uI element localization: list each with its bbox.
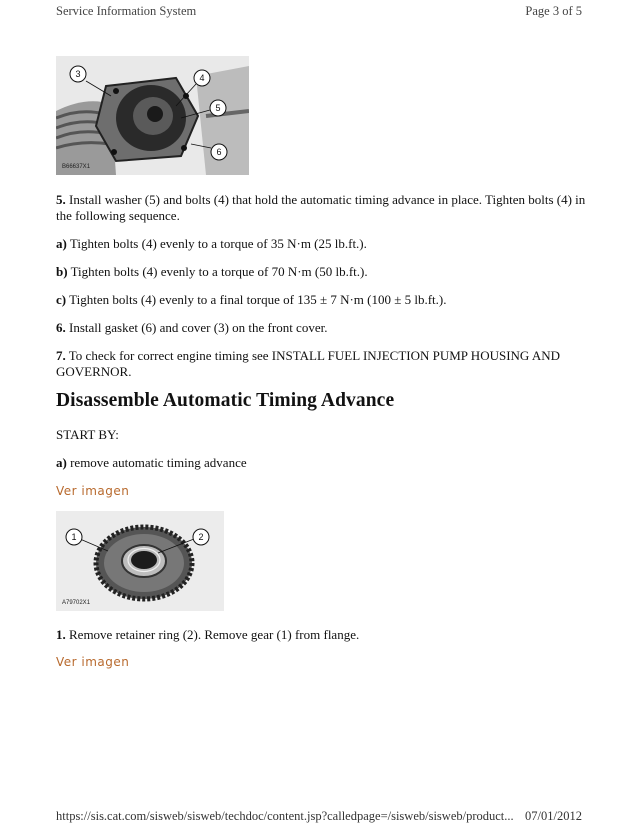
step-text: Tighten bolts (4) evenly to a final torque of 135 ± 7 N·m (100 ± 5 lb.ft.).	[66, 292, 447, 307]
callout-2: 2	[198, 532, 204, 542]
step-label: 5.	[56, 192, 66, 207]
view-image-link-2[interactable]: Ver imagen	[56, 655, 130, 669]
start-by: START BY:	[56, 427, 119, 442]
step-text: remove automatic timing advance	[66, 455, 247, 470]
callout-3: 3	[75, 69, 81, 79]
view-image-link-1[interactable]: Ver imagen	[56, 484, 130, 498]
step-5	[56, 192, 588, 224]
step-6	[56, 320, 588, 336]
timing-advance-figure	[56, 56, 249, 175]
step-label: a)	[56, 455, 67, 470]
gear-flange-illustration	[56, 511, 224, 611]
step-5a	[56, 236, 588, 252]
timing-advance-illustration	[56, 56, 249, 175]
gear-flange-figure	[56, 511, 224, 611]
callout-5: 5	[215, 103, 221, 113]
callout-6: 6	[216, 147, 222, 157]
page-number: Page 3 of 5	[525, 4, 582, 18]
step-label: 7.	[56, 348, 66, 363]
footer-url: https://sis.cat.com/sisweb/sisweb/techdoc/content.jsp?calledpage=/sisweb/sisweb/product...	[56, 809, 514, 823]
figure-code: A79702X1	[62, 600, 91, 606]
callout-1: 1	[71, 532, 77, 542]
disassemble-step-1	[56, 627, 588, 643]
figure-code: B66637X1	[62, 164, 91, 170]
step-label: c)	[56, 292, 67, 307]
step-text: Tighten bolts (4) evenly to a torque of 70 N·m (50 lb.ft.).	[67, 264, 368, 279]
callout-4: 4	[199, 73, 205, 83]
step-label: b)	[56, 264, 68, 279]
step-label: 1.	[56, 627, 66, 642]
step-text: Tighten bolts (4) evenly to a torque of 35 N·m (25 lb.ft.).	[66, 236, 367, 251]
step-text: Remove retainer ring (2). Remove gear (1) from flange.	[65, 627, 360, 642]
footer-date: 07/01/2012	[525, 809, 582, 823]
step-text: To check for correct engine timing see INSTALL FUEL INJECTION PUMP HOUSING AND GOVERNOR.	[56, 348, 561, 379]
step-label: 6.	[56, 320, 66, 335]
start-step-a	[56, 455, 588, 471]
step-7	[56, 348, 588, 380]
header-title: Service Information System	[56, 4, 197, 18]
step-5b	[56, 264, 588, 280]
step-5c	[56, 292, 588, 308]
step-text: Install washer (5) and bolts (4) that hold the automatic timing advance in place. Tighten bolts (4) in the following sequence.	[56, 192, 586, 223]
section-heading: Disassemble Automatic Timing Advance	[56, 390, 395, 411]
step-label: a)	[56, 236, 67, 251]
step-text: Install gasket (6) and cover (3) on the front cover.	[65, 320, 328, 335]
